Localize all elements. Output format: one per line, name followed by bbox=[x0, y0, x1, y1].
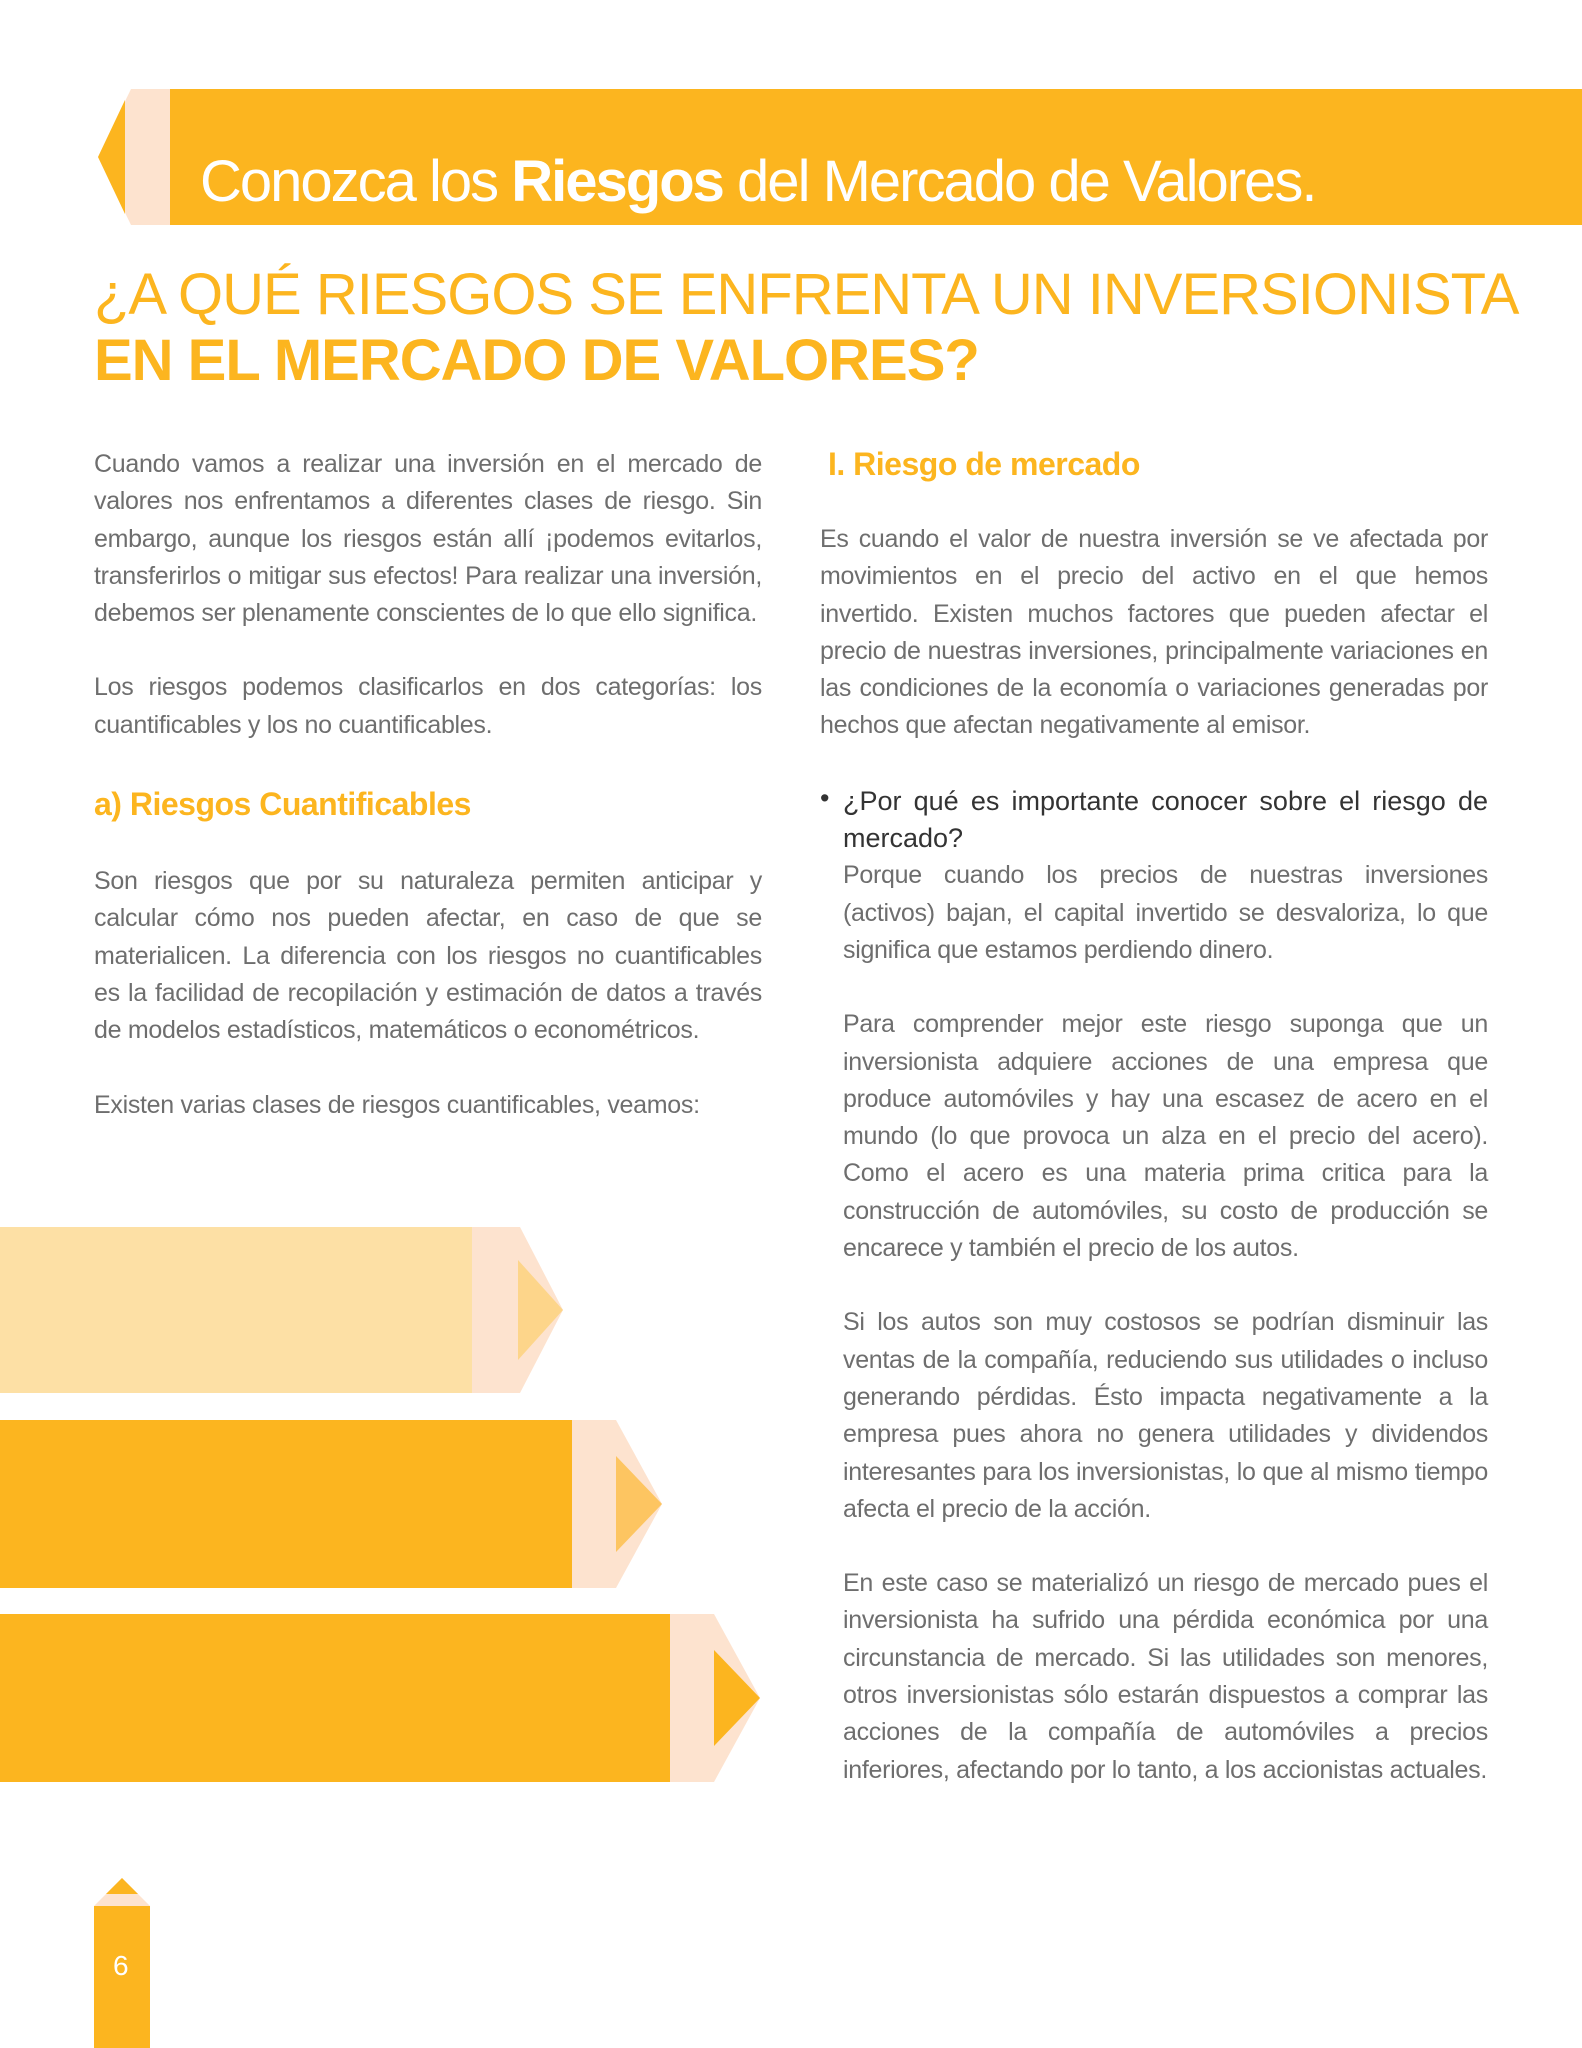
heading-line-1: ¿A QUÉ RIESGOS SE ENFRENTA UN INVERSIONISTA bbox=[94, 262, 1519, 327]
cuantificables-paragraph-2: Existen varias clases de riesgos cuantificables, veamos: bbox=[94, 1090, 700, 1119]
bullet-block bbox=[820, 782, 1488, 1789]
banner-pencil-tip bbox=[0, 0, 180, 240]
bullet-answer: Porque cuando los precios de nuestras inversiones (activos) bajan, el capital invertido se desvaloriza, lo que significa que estamos perdiendo dinero. bbox=[843, 861, 1488, 964]
bullet-question: ¿Por qué es importante conocer sobre el riesgo de mercado? bbox=[843, 785, 1488, 854]
pencil-middle bbox=[0, 1420, 662, 1588]
intro-paragraph-1: Cuando vamos a realizar una inversión en el mercado de valores nos enfrentamos a diferentes clases de riesgo. Sin embargo, aunque los riesgos están allí ¡podemos evitarlos, transferirlos o mitigar sus efectos! Para realizar una inversión, debemos ser plenamente conscientes de lo que ello significa. bbox=[94, 450, 762, 628]
decorative-pencils bbox=[0, 1220, 780, 1790]
intro-paragraph-2: Los riesgos podemos clasificarlos en dos categorías: los cuantificables y los no cuantificables. bbox=[94, 673, 762, 739]
mercado-paragraph-4: En este caso se materializó un riesgo de mercado pues el inversionista ha sufrido una pérdida económica por una circunstancia de mercado. Si las utilidades son menores, otros inversionistas sólo estarán dispuestos a comprar las acciones de la compañía de automóviles a precios inferiores, afectando por lo tanto, a los accionistas actuales. bbox=[843, 1569, 1488, 1784]
right-column bbox=[820, 446, 1488, 1789]
pencil-bottom bbox=[0, 1614, 760, 1782]
banner-title: Conozca los Riesgos del Mercado de Valores. bbox=[200, 149, 1316, 214]
mercado-paragraph-1: Es cuando el valor de nuestra inversión se ve afectada por movimientos en el precio del activo en el que hemos invertido. Existen muchos factores que pueden afectar el precio de nuestras inversiones, principalmente variaciones en las condiciones de la economía o variaciones generadas por hechos que afectan negativamente al emisor. bbox=[820, 525, 1488, 740]
page-number: 6 bbox=[113, 1950, 129, 1981]
subheading-riesgo-de-mercado: I. Riesgo de mercado bbox=[828, 446, 1140, 482]
cuantificables-paragraph-1: Son riesgos que por su naturaleza permiten anticipar y calcular cómo nos pueden afectar, en caso de que se materialicen. La diferencia con los riesgos no cuantificables es la facilidad de recopilación y estimación de datos a través de modelos estadísticos, matemáticos o econométricos. bbox=[94, 867, 762, 1045]
left-column bbox=[94, 446, 762, 1124]
page-heading bbox=[94, 262, 1518, 394]
subheading-riesgos-cuantificables: a) Riesgos Cuantificables bbox=[94, 786, 471, 823]
mercado-paragraph-2: Para comprender mejor este riesgo suponga que un inversionista adquiere acciones de una empresa que produce automóviles y hay una escasez de acero en el mundo (lo que provoca un alza en el precio del acero). Como el acero es una materia prima critica para la construcción de automóviles, su costo de producción se encarece y también el precio de los autos. bbox=[843, 1010, 1488, 1263]
bullet-marker: • bbox=[820, 782, 830, 813]
heading-line-2: EN EL MERCADO DE VALORES? bbox=[94, 328, 979, 393]
mercado-paragraph-3: Si los autos son muy costosos se podrían disminuir las ventas de la compañía, reduciendo sus utilidades o incluso generando pérdidas. Ésto impacta negativamente a la empresa pues ahora no genera utilidades y dividendos interesantes para los inversionistas, lo que al mismo tiempo afecta el precio de la acción. bbox=[843, 1308, 1488, 1523]
pencil-pale bbox=[0, 1227, 563, 1393]
